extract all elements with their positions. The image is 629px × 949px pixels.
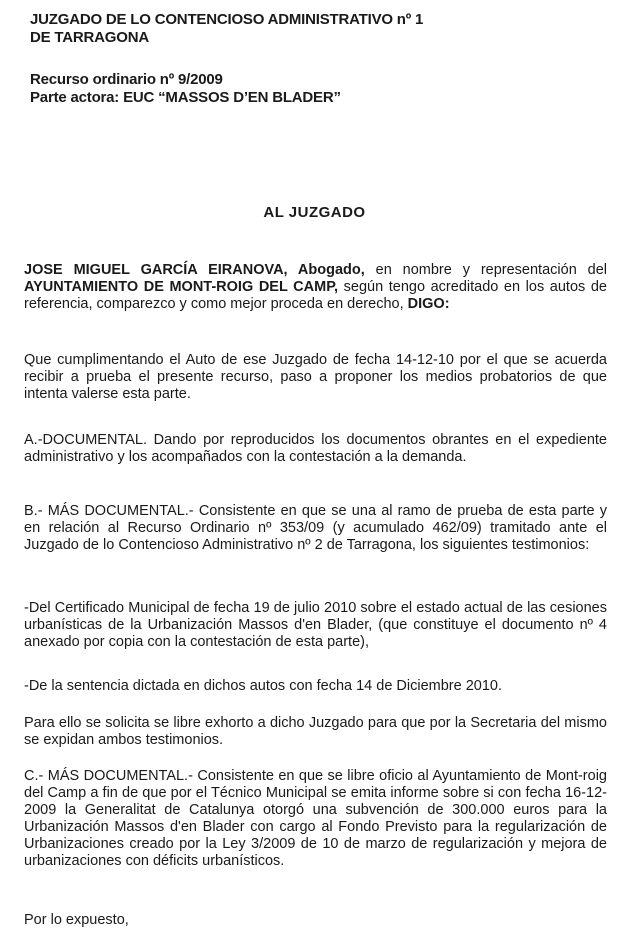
paragraph-documental-b: B.- MÁS DOCUMENTAL.- Consistente en que se una al ramo de prueba de esta parte y en relación al Recurso Ordinario nº 353/09 (y acumulado 462/09) tramitado ante el Juzgado de lo Contencioso Administrativo nº 2 de Tarragona, los siguientes testimonios: xyxy=(24,503,607,553)
digo-label: DIGO: xyxy=(407,296,450,312)
entity-name: AYUNTAMIENTO DE MONT-ROIG DEL CAMP, xyxy=(24,279,339,295)
paragraph-auto: Que cumplimentando el Auto de ese Juzgado de fecha 14-12-10 por el que se acuerda recibir a prueba el presente recurso, paso a proponer los medios probatorios de que intenta valerse esta parte. xyxy=(24,352,607,402)
intro-text-2: según tengo acreditado en los autos de referencia, comparezco y como mejor proceda en derecho, xyxy=(24,279,607,312)
court-name-line1: JUZGADO DE LO CONTENCIOSO ADMINISTRATIVO nº 1 xyxy=(30,11,424,28)
lawyer-name: JOSE MIGUEL GARCÍA EIRANOVA, Abogado, xyxy=(24,262,365,278)
paragraph-documental-a: A.-DOCUMENTAL. Dando por reproducidos los documentos obrantes en el expediente administrativo y los acompañados con la contestación a la demanda. xyxy=(24,432,607,465)
intro-paragraph xyxy=(24,262,607,313)
intro-text-1: en nombre y representación del xyxy=(364,262,607,278)
case-number: Recurso ordinario nº 9/2009 xyxy=(30,71,223,88)
paragraph-certificado: -Del Certificado Municipal de fecha 19 de julio 2010 sobre el estado actual de las cesiones urbanísticas de la Urbanización Massos d'en Blader, (que constituye el documento nº 4 anexado por copia con la contestación de esta parte), xyxy=(24,600,607,650)
paragraph-documental-c: C.- MÁS DOCUMENTAL.- Consistente en que se libre oficio al Ayuntamiento de Mont-roig del Camp a fin de que por el Técnico Municipal se emita informe sobre si con fecha 16-12-2009 la Generalitat de Catalunya otorgó una subvención de 300.000 euros para la Urbanización Massos d'en Blader con cargo al Fondo Previsto para la regularización de Urbanizaciones creado por la Ley 3/2009 de 10 de marzo de regularización y mejora de urbanizaciones con déficits urbanísticos. xyxy=(24,768,607,869)
closing-line: Por lo expuesto, xyxy=(24,912,129,928)
paragraph-sentencia: -De la sentencia dictada en dichos autos con fecha 14 de Diciembre 2010. xyxy=(24,678,502,694)
paragraph-exhorto: Para ello se solicita se libre exhorto a dicho Juzgado para que por la Secretaria del mismo se expidan ambos testimonios. xyxy=(24,715,607,748)
court-name-line2: DE TARRAGONA xyxy=(30,29,149,46)
plaintiff-party: Parte actora: EUC “MASSOS D’EN BLADER” xyxy=(30,89,341,106)
document-title: AL JUZGADO xyxy=(263,204,366,221)
